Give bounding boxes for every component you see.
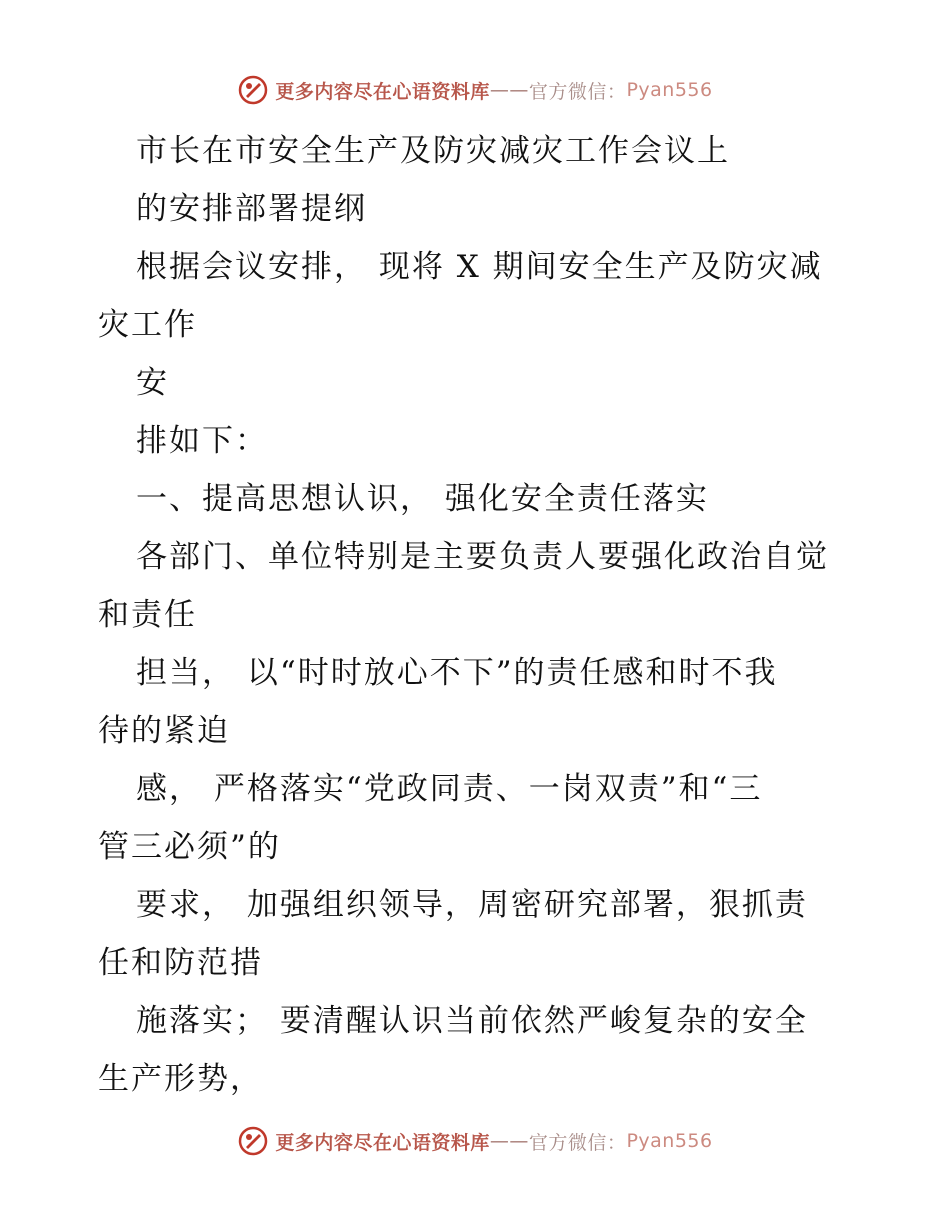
footer-watermark	[0, 1125, 950, 1157]
document-line: 和责任	[98, 597, 197, 633]
watermark-wechat-label: 官方微信：	[528, 80, 627, 103]
document-line: 根据会议安排， 现将 X 期间安全生产及防灾减	[136, 249, 823, 285]
watermark-dash: ——	[489, 79, 529, 101]
document-line: 管三必须”的	[98, 829, 281, 865]
watermark-site-name: 更多内容尽在心语资料库	[275, 1131, 490, 1154]
watermark-site-name: 更多内容尽在心语资料库	[275, 80, 490, 103]
document-line: 感， 严格落实“党政同责、一岗双责”和“三	[136, 771, 763, 807]
document-title-line-2: 的安排部署提纲	[136, 191, 367, 227]
watermark-dash: ——	[489, 1130, 529, 1152]
section-heading: 一、提高思想认识， 强化安全责任落实	[136, 481, 709, 517]
header-watermark	[0, 74, 950, 106]
document-line: 要求， 加强组织领导，周密研究部署，狠抓责	[136, 887, 808, 923]
document-line: 担当， 以“时时放心不下”的责任感和时不我	[136, 655, 778, 691]
document-title-line-1: 市长在市安全生产及防灾减灾工作会议上	[136, 133, 730, 169]
document-line: 施落实； 要清醒认识当前依然严峻复杂的安全	[136, 1003, 808, 1039]
document-body	[98, 122, 858, 1108]
document-line: 生产形势，	[98, 1061, 263, 1097]
document-line: 排如下：	[136, 423, 268, 459]
document-line: 安	[136, 365, 169, 401]
document-line: 灾工作	[98, 307, 197, 343]
document-line: 各部门、单位特别是主要负责人要强化政治自觉	[136, 539, 829, 575]
document-line: 任和防范措	[98, 945, 263, 981]
document-line: 待的紧迫	[98, 713, 230, 749]
watermark-wechat-id: Pyan556	[626, 1130, 713, 1152]
logo-icon	[237, 74, 269, 106]
watermark-wechat-id: Pyan556	[626, 79, 713, 101]
logo-icon	[237, 1125, 269, 1157]
watermark-wechat-label: 官方微信：	[528, 1131, 627, 1154]
